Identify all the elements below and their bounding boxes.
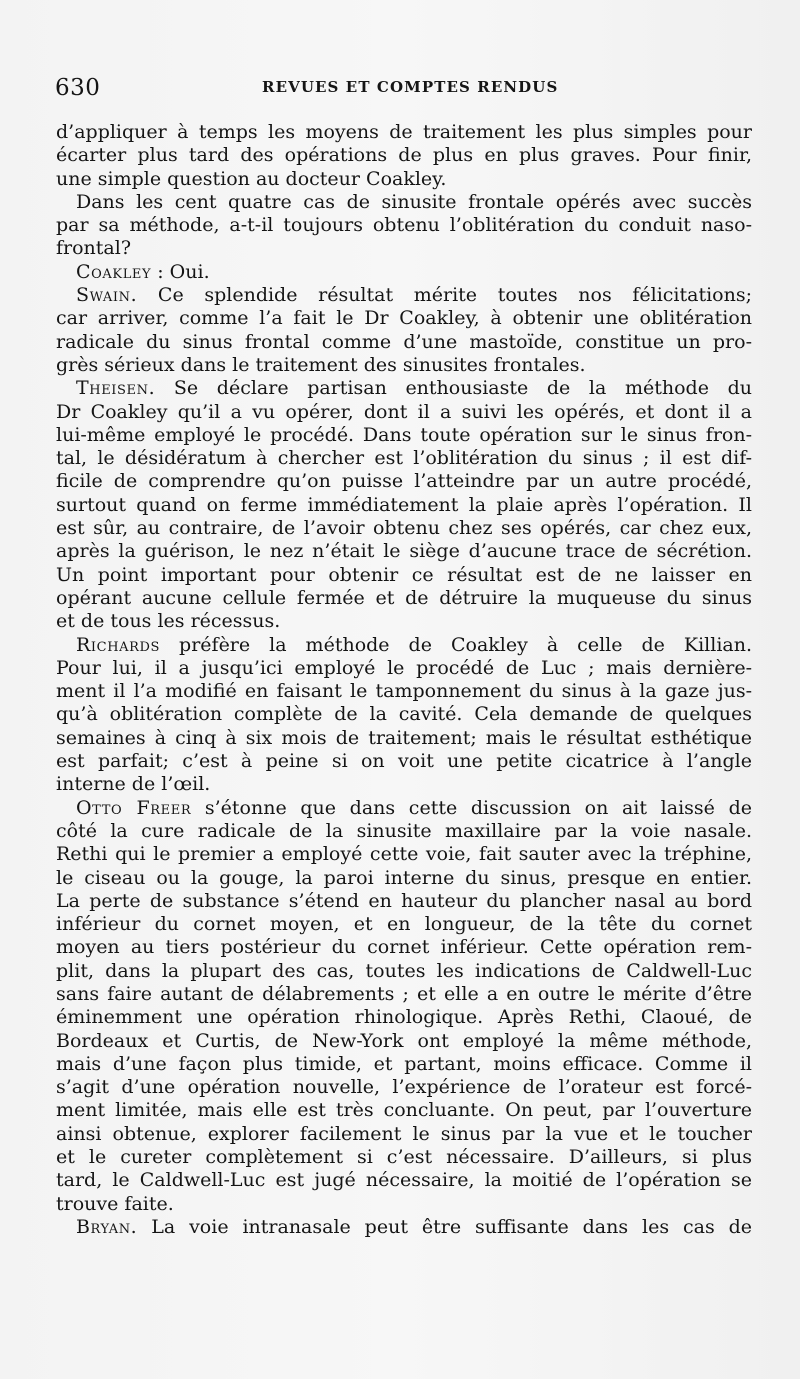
line-text: ficile de comprendre qu’on puisse l’atteindre par un autre procédé, [56,470,752,493]
text-line [56,1053,752,1076]
line-text: Bordeaux et Curtis, de New-York ont employé la même méthode, [56,1029,752,1052]
line-text: moyen au tiers postérieur du cornet inférieur. Cette opération rem- [56,936,752,959]
text-line [56,1169,752,1192]
text-line [56,307,752,330]
text-line [56,1123,752,1146]
line-text: opérant aucune cellule fermée et de détruire la muqueuse du sinus [56,586,752,609]
line-text: semaines à cinq à six mois de traitement; mais le résultat esthétique [56,726,752,749]
line-text: écarter plus tard des opérations de plus en plus graves. Pour finir, [56,144,752,167]
speaker-name: Otto Freer [76,796,192,819]
line-text: est sûr, au contraire, de l’avoir obtenu chez ses opérés, car chez eux, [56,517,752,540]
body-text [56,121,752,1239]
text-line [56,1076,752,1099]
text-line [56,657,752,680]
text-line [56,168,752,191]
text-line [56,610,752,633]
line-text: ainsi obtenue, explorer facilement le sinus par la vue et le toucher [56,1122,752,1145]
text-line [56,867,752,890]
text-line [56,727,752,750]
text-line [56,587,752,610]
text-line [56,354,752,377]
line-text: radicale du sinus frontal comme d’une mastoïde, constitue un pro- [56,330,752,353]
line-text: lui-même employé le procédé. Dans toute opération sur le sinus fron- [56,423,752,446]
speaker-name: Coakley [76,260,152,283]
line-text: le ciseau ou la gouge, la paroi interne du sinus, presque en entier. [56,866,752,889]
line-text: Dr Coakley qu’il a vu opérer, dont il a suivi les opérés, et dont il a [56,400,752,423]
line-text: préfère la méthode de Coakley à celle de Killian. [160,633,752,656]
text-line [56,843,752,866]
line-text: interne de l’œil. [56,773,211,796]
text-line [56,121,752,144]
text-line [56,540,752,563]
line-text: surtout quand on ferme immédiatement la plaie après l’opération. Il [56,493,752,516]
text-line [56,494,752,517]
line-text: Pour lui, il a jusqu’ici employé le procédé de Luc ; mais dernière- [56,656,752,679]
text-line [56,284,752,307]
line-text: Dans les cent quatre cas de sinusite frontale opérés avec succès [76,190,752,213]
text-line [56,820,752,843]
line-text: plit, dans la plupart des cas, toutes les indications de Caldwell-Luc [56,959,752,982]
line-text: et de tous les récessus. [56,610,281,633]
speaker-name: Theisen. [76,377,156,400]
line-text: Ce splendide résultat mérite toutes nos félicitations; [137,284,752,307]
text-line [56,424,752,447]
text-line [56,377,752,400]
line-text: par sa méthode, a-t-il toujours obtenu l’oblitération du conduit naso- [56,214,752,237]
line-text: s’étonne que dans cette discussion on ait laissé de [191,796,752,819]
text-line [56,1006,752,1029]
line-text: ment limitée, mais elle est très concluante. On peut, par l’ouverture [56,1099,752,1122]
speaker-name: Swain. [76,284,138,307]
line-text: grès sérieux dans le traitement des sinusites frontales. [56,353,586,376]
line-text: car arriver, comme l’a fait le Dr Coakley, à obtenir une oblitération [56,307,752,330]
line-text: La perte de substance s’étend en hauteur du plancher nasal au bord [56,889,752,912]
text-line [56,703,752,726]
text-line [56,144,752,167]
line-text: : Oui. [151,260,210,283]
line-text: mais d’une façon plus timide, et partant, moins efficace. Comme il [56,1052,752,1075]
line-text: frontal? [56,237,132,260]
line-text: inférieur du cornet moyen, et en longueur, de la tête du cornet [56,913,752,936]
text-line [56,237,752,260]
text-line [56,773,752,796]
line-text: et le cureter complètement si c’est nécessaire. D’ailleurs, si plus [56,1146,752,1169]
text-line [56,517,752,540]
line-text: est parfait; c’est à peine si on voit une petite cicatrice à l’angle [56,750,752,773]
line-text: Rethi qui le premier a employé cette voie, fait sauter avec la tréphine, [56,843,752,866]
text-line [56,214,752,237]
line-text: après la guérison, le nez n’était le siège d’aucune trace de sécrétion. [56,540,752,563]
text-line [56,890,752,913]
line-text: une simple question au docteur Coakley. [56,167,447,190]
text-line [56,447,752,470]
text-line [56,401,752,424]
text-line [56,1193,752,1216]
page-number: 630 [55,75,101,101]
text-line [56,913,752,936]
line-text: sans faire autant de délabrements ; et elle a en outre le mérite d’être [56,982,752,1005]
text-line [56,983,752,1006]
line-text: côté la cure radicale de la sinusite maxillaire par la voie nasale. [56,819,752,842]
text-line [56,1030,752,1053]
line-text: éminemment une opération rhinologique. Après Rethi, Claoué, de [56,1006,752,1029]
text-line [56,797,752,820]
text-line [56,680,752,703]
line-text: tal, le désidératum à chercher est l’oblitération du sinus ; il est dif- [56,447,752,470]
line-text: trouve faite. [56,1192,174,1215]
line-text: tard, le Caldwell-Luc est jugé nécessaire, la moitié de l’opération se [56,1169,752,1192]
text-line [56,470,752,493]
line-text: Un point important pour obtenir ce résultat est de ne laisser en [56,563,752,586]
text-line [56,331,752,354]
line-text: Se déclare partisan enthousiaste de la méthode du [155,377,752,400]
text-line [56,634,752,657]
text-line [56,191,752,214]
text-line [56,1216,752,1239]
speaker-name: Richards [76,633,161,656]
text-line [56,1099,752,1122]
running-title: REVUES ET COMPTES RENDUS [262,78,559,96]
text-line [56,1146,752,1169]
line-text: d’appliquer à temps les moyens de traitement les plus simples pour [56,121,752,143]
line-text: qu’à oblitération complète de la cavité. Cela demande de quelques [56,703,752,726]
speaker-name: Bryan. [76,1215,138,1238]
line-text: La voie intranasale peut être suffisante dans les cas de [137,1215,752,1238]
text-line [56,564,752,587]
text-line [56,261,752,284]
text-line [56,750,752,773]
line-text: ment il l’a modifié en faisant le tamponnement du sinus à la gaze jus- [56,680,752,703]
text-line [56,936,752,959]
line-text: s’agit d’une opération nouvelle, l’expérience de l’orateur est forcé- [56,1076,752,1099]
text-line [56,960,752,983]
